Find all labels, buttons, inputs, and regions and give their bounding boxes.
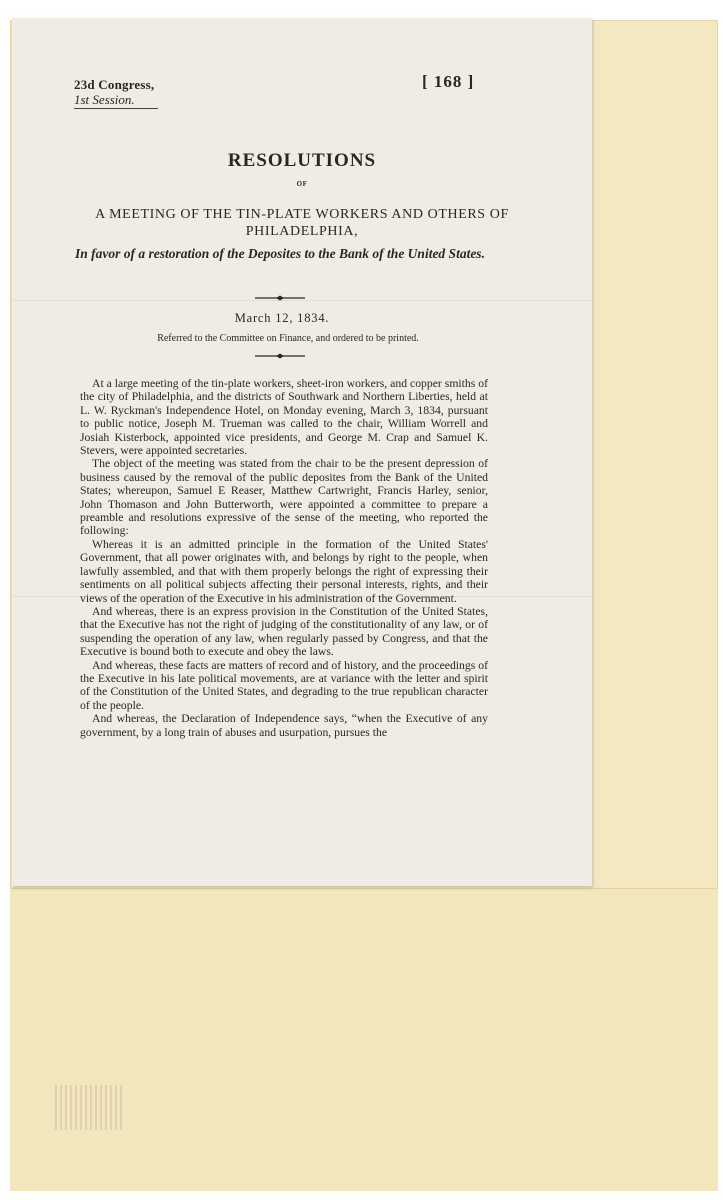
ornament-rule [255, 295, 305, 301]
paragraph: At a large meeting of the tin-plate workers, sheet-iron workers, and copper smiths of the city of Philadelphia, and the districts of Southwark and Northern Liberties, held at L. W. Ryckman's Independence Hotel, on Monday evening, March 3, 1834, pursuant to public notice, Joseph M. Trueman was called to the chair, William Worrell and Josiah Kisterbock, appointed vice presidents, and George M. Crap and Samuel K. Stevers, were appointed secretaries. [80, 377, 488, 458]
document-date: March 12, 1834. [234, 311, 330, 325]
paragraph: The object of the meeting was stated from the chair to be the present depression of business caused by the removal of the public deposites from the Bank of the United States; whereupon, Samuel E Reaser, Matthew Cartwright, Francis Harley, senior, John Thomason and John Butterworth, were appointed a committee to prepare a preamble and resolutions expressive of the sense of the meeting, who reported the following: [80, 457, 488, 538]
document-title: RESOLUTIONS [227, 150, 377, 171]
paragraph: And whereas, the Declaration of Independence says, “when the Executive of any government, by a long train of abuses and usurpation, pursues the [80, 712, 488, 739]
page-number: [ 168 ] [422, 72, 475, 91]
session-label: 1st Session. [74, 92, 135, 107]
session-header [74, 77, 154, 107]
referral-note: Referred to the Committee on Finance, and ordered to be printed. [157, 333, 419, 344]
paragraph: And whereas, these facts are matters of record and of history, and the proceedings of the Executive in his late political movements, are at variance with the letter and spirit of the Constitution of the United States, and degrading to the true republican character of the people. [80, 658, 488, 712]
document-subtitle: A MEETING OF THE TIN-PLATE WORKERS AND OTHERS OF PHILADELPHIA, [95, 207, 509, 239]
ornament-rule [255, 353, 305, 359]
congress-label: 23d Congress, [74, 77, 155, 92]
header-rule [74, 108, 158, 109]
document-body [80, 377, 488, 739]
faded-stamp [55, 1085, 125, 1130]
paragraph: And whereas, there is an express provision in the Constitution of the United States, that the Executive has not the right of judging of the constitutionality of any law, or of suspending the operation of any law, when regularly passed by Congress, and that the Executive is bound both to execute and obey the laws. [80, 604, 488, 659]
document-purpose: In favor of a restoration of the Deposites to the Bank of the United States. [75, 246, 485, 261]
mounting-board-lower [10, 888, 718, 1191]
paragraph: Whereas it is an admitted principle in the formation of the United States' Government, that all power originates with, and belongs by right to the people, when lawfully assembled, and that with them properly belongs the right of expressing their sentiments on all political subjects affecting their personal interests, rights, and their views of the operation of the Executive in his administration of the Government. [80, 537, 488, 605]
title-connector: OF [296, 180, 308, 188]
